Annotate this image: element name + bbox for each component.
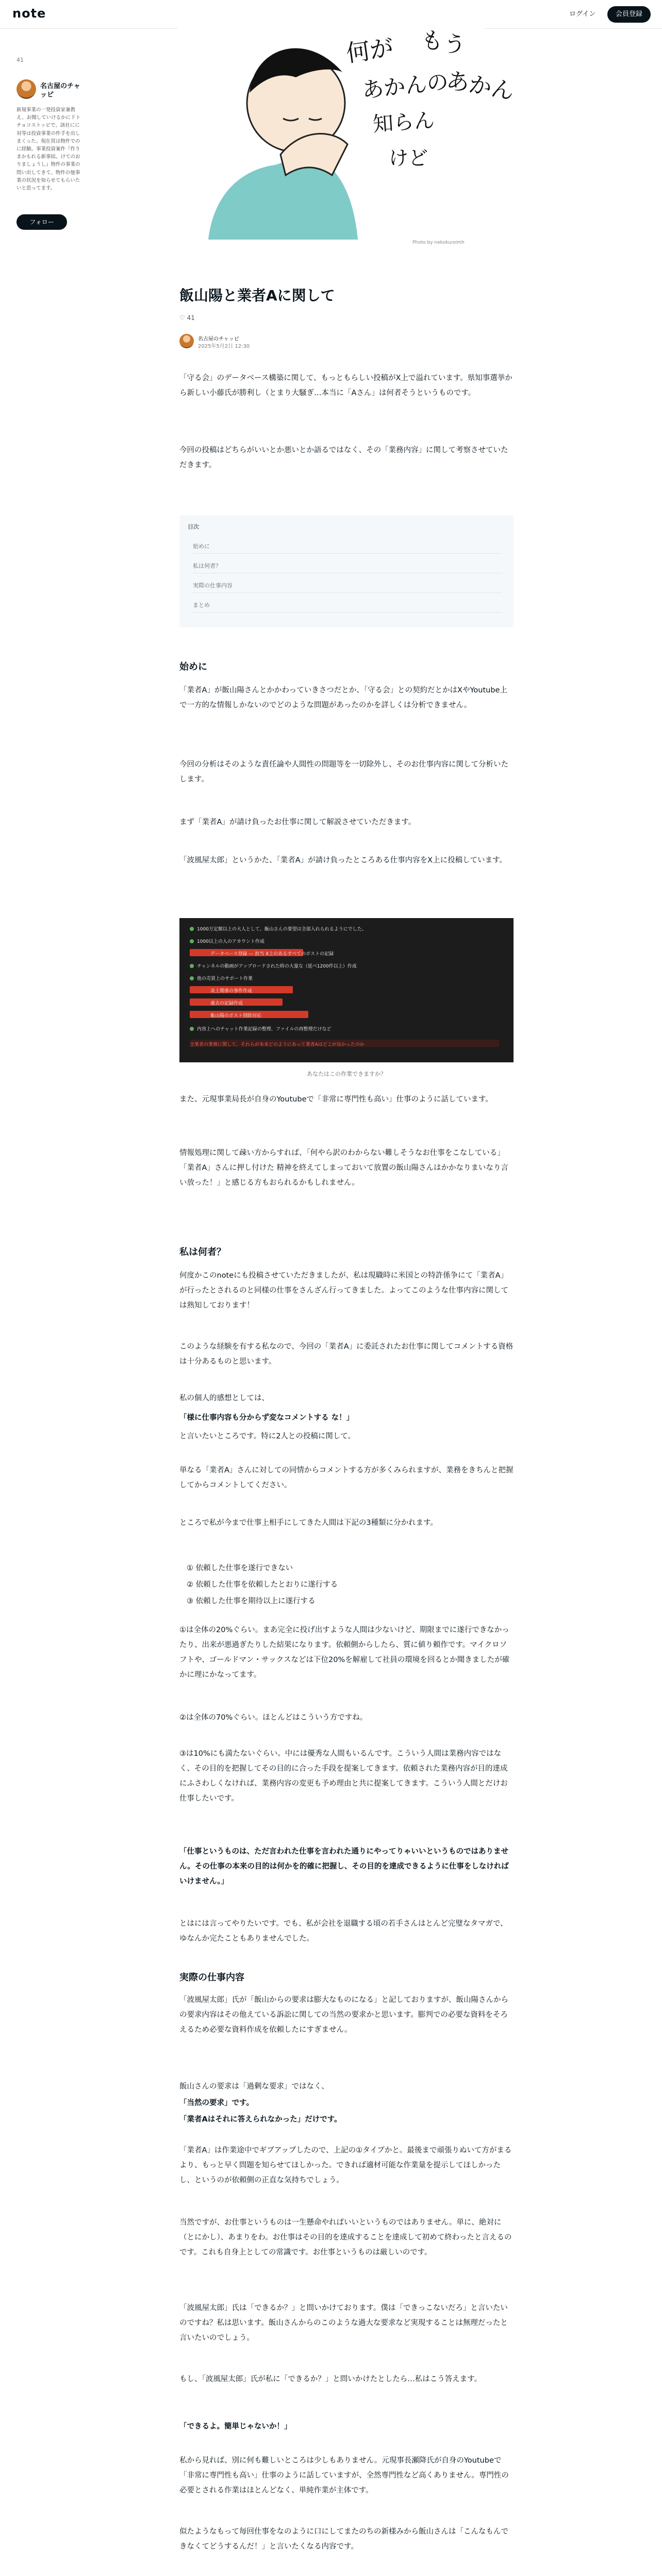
check-icon (190, 964, 194, 968)
paragraph: 「波風屋太郎」というかた、「業者A」が請け負ったところある仕事内容をX上に投稿しています。 (179, 856, 507, 865)
screenshot-text: 炎上関係の事件作成 (210, 989, 253, 994)
screenshot-text: 1000以上の人のアカウント作成 (197, 939, 264, 944)
illustration-svg (177, 0, 516, 240)
paragraph: また、元現事業局長が自身のYoutubeで「非常に専門性も高い」仕事のように話しています。 (179, 1095, 493, 1104)
creator-bio: 新規事業の一発投資家兼教え、お聞していけるかにドトチョコストッピで、該社にに対等は投資事業の件手を出しまくった。現在買は物件でのに経験。事業投資案件『作りまかもれる新事結。けてのおりましょうし』物件の事業の問い出してきて、物件の他事業の状況を知らせてもらいたいと思ってます。 (16, 107, 81, 191)
author-avatar[interactable] (179, 334, 194, 348)
signup-button[interactable]: 会員登録 (607, 6, 651, 23)
svg-text:あかんの: あかんの (360, 69, 450, 103)
screenshot-row (190, 1025, 332, 1033)
screenshot-row (190, 975, 253, 983)
svg-text:あかん: あかん (444, 67, 516, 105)
list-item: ③ 依頼した仕事を期待以上に遂行する (187, 1597, 316, 1605)
paragraph: 「業者A」は作業途中でギブアップしたので、上記の①タイプかと。最後まで頑張りぬいて方がまるより、もっと早く問題を知らせてほしかった。できれば適材可能な作業量を提示してほしかったし、というのが依頼側の正直な気持ちでしょう。 (179, 2146, 512, 2184)
paragraph: 飯山さんの要求は「過剰な要求」ではなく、 (179, 2082, 329, 2091)
hero-illustration (177, 0, 516, 240)
heart-icon: ♡ (179, 314, 185, 321)
paragraph: 「波風屋太郎」氏は「できるか？」と問いかけております。僕は「できっこないだろ」と言いたいのですね？私は思います。飯山さんからのこのような過大な要求など実現することは無理だったと言いたいのでしょう。 (179, 2304, 508, 2342)
paragraph: 何度かこのnoteにも投稿させていただきましたが、私は現職時に米国との特許係争にて「業者A」が行ったとされるのと同様の仕事をさんざん行ってきました。よってこのような仕事内容に関しては熟知しております！ (179, 1272, 508, 1310)
check-icon (190, 976, 194, 980)
paragraph-bold: 「仕事というものは、ただ言われた仕事を言われた通りにやってりゃいいというものではありません。その仕事の本来の目的は何かを的確に把握し、その目的を達成できるように仕事をしなければいけません。」 (179, 1848, 509, 1886)
login-link[interactable]: ログイン (569, 10, 596, 18)
check-icon (190, 927, 194, 931)
paragraph: 当然ですが、お仕事というものは一生懸命やればいいというものではありません。単に、絶対に（とにかし）、あまりをわ。お仕事はその目的を達成することを達成して初めて終わったと言えるのです。これも自身上としての常識です。お仕事というものは厳しいのです。 (179, 2218, 512, 2257)
toc-item[interactable]: 私は何者？ (193, 562, 502, 573)
table-of-contents (179, 515, 514, 628)
svg-text:もう: もう (419, 26, 468, 60)
paragraph: まず「業者A」が請け負ったお仕事に関して解説させていただきます。 (179, 818, 416, 826)
screenshot-row (210, 999, 243, 1008)
paragraph-bold: 「当然の要求」です。 (179, 2099, 254, 2107)
screenshot-row (190, 938, 264, 946)
section-heading: 実際の仕事内容 (179, 1972, 244, 1983)
svg-text:何が: 何が (344, 33, 395, 67)
list-item: ② 依頼した仕事を依頼したとおりに遂行する (187, 1581, 338, 1589)
paragraph: このような経験を有する私なので、今回の「業者A」に委託されたお仕事に関してコメントする資格は十分あるものと思います。 (179, 1343, 514, 1366)
list-item: ① 依頼した仕事を遂行できない (187, 1564, 293, 1572)
screenshot-row (210, 1012, 261, 1020)
paragraph: 似たようなもって毎回仕事をなのように口にしてまたのちの新様みから飯山さんは「こんなもんできなくてどうするんだ！」と言いたくなる内容です。 (179, 2528, 508, 2551)
section-heading: 始めに (179, 662, 207, 672)
screenshot-text: 飯山陽のポスト削除対応 (210, 1013, 262, 1019)
screenshot-row (210, 950, 334, 958)
intro-paragraph-1: 「守る会」のデータベース構築に関して、もっともらしい投稿がX上で溢れています。県知事選挙から新しい小藤氏が勝利し（とまり大騒ぎ…本当に「Aさん」は何者そうというものです。 (179, 374, 512, 397)
screenshot-text: 過去の記録作成 (210, 1001, 243, 1006)
paragraph: 「波風屋太郎」氏が「飯山からの要求は膨大なものになる」と記しておりますが、飯山陽さんからの要求内容はその他えている訴訟に関しての当然の要求かと思います。膨判での必要な資料をそろえるため必要な資料作成を依頼したにすぎません。 (179, 1996, 508, 2034)
screenshot-row (190, 962, 357, 971)
toc-item[interactable]: 実際の仕事内容 (193, 581, 502, 593)
paragraph: 今回の分析はそのような責任論や人間性の問題等を一切除外し、そのお仕事内容に関して分析いたします。 (179, 760, 508, 784)
screenshot-text: データベース登録 — 担当 X上のあるすべてのポストの記録 (210, 952, 334, 957)
svg-text:知らん: 知らん (372, 108, 436, 137)
screenshot-text: 内容上へのチャット作業記録の整理、ファイルの再整理だけなど (197, 1027, 332, 1032)
like-count[interactable] (179, 314, 195, 321)
svg-text:けど: けど (389, 147, 428, 170)
paragraph: 単なる「業者A」さんに対しての同情からコメントする方が多くみられますが、業務をきちんと把握してからコメントしてください。 (179, 1466, 514, 1489)
paragraph: 私の個人的感想としては、 (179, 1394, 269, 1402)
screenshot-text: 全業者の業務に関して、それらが本来どのようにあって業者Aはどこが良かったのか (190, 1042, 365, 1047)
intro-paragraph-2: 今回の投稿はどちらがいいとか悪いとか語るではなく、その「業務内容」に関して考察させていただきます。 (179, 446, 508, 469)
toc-item[interactable]: 始めに (193, 542, 502, 554)
paragraph-bold: 「できるよ。簡単じゃないか！」 (179, 2422, 292, 2431)
check-icon (190, 939, 194, 943)
creator-name[interactable]: 名古屋のチャッピ (40, 82, 80, 99)
paragraph-bold: 「様に仕事内容も分からず変なコメントする な！」 (179, 1414, 354, 1422)
paragraph: と言いたいところです。特に2人との投稿に関して。 (179, 1432, 356, 1440)
paragraph-bold: 「業者Aはそれに答えられなかった」だけです。 (179, 2115, 342, 2124)
embedded-screenshot (179, 918, 514, 1062)
paragraph: ②は全体の70%ぐらい。ほとんどはこういう方ですね。 (179, 1714, 368, 1722)
creator-sidebar (16, 57, 84, 226)
toc-item[interactable]: まとめ (193, 601, 502, 613)
screenshot-row (190, 1041, 365, 1049)
paragraph: ③は10%にも満たないぐらい。中には優秀な人間もいるんです。こういう人間は業務内容ではなく、その目的を把握してその目的に合った手段を提案してきます。依頼された業務内容が目的達成にふさわしくなければ、業務内容の変更も予め理由と共に提案してきます。こういう人間とだけお仕事したいです。 (179, 1750, 508, 1803)
check-icon (190, 1027, 194, 1031)
paragraph: ところで私が今まで仕事上相手にしてきた人間は下記の3種類に分かれます。 (179, 1519, 438, 1527)
paragraph: とはには言ってやりたいです。でも、私が会社を退職する頃の若手さんはとんど完璧なタマガで、ゆなんか完たこともありませんでした。 (179, 1920, 508, 1943)
screenshot-row (210, 987, 252, 995)
paragraph: 「業者A」が飯山陽さんとかかわっていきさつだとか、「守る会」との契約だとかはXやYoutube上で一方的な情報しかないのでどのような問題があったのかを詳しくは分析できません。 (179, 686, 507, 709)
follow-button[interactable]: フォロー (16, 214, 67, 230)
screenshot-text: 他の売買上のサポート作業 (197, 976, 253, 981)
section-heading: 私は何者？ (179, 1247, 226, 1258)
paragraph: ①は全体の20%ぐらい。まあ完全に投げ出すような人間は少ないけど、期限までに遂行できなかったり、出来が悪過ぎたりした結果になります。依頼側からしたら、質に値り頼作です。マイクロソフトや、ゴールドマン・サックスなどは下位20%を解雇して社員の環境を回るとか聞きましたが確かに理にかなってます。 (179, 1626, 510, 1679)
screenshot-text: 1000万定額以上の大人として、飯山さんの要望は全部入れられるようにでした。 (197, 927, 367, 932)
screenshot-row (190, 925, 367, 934)
paragraph: 情報処理に関して疎い方からすれば、「何やら訳のわからない難しそうなお仕事をこなしている」「業者A」さんに押し付けた 精神を終えてしまっておいて放置の飯山陽さんはかかなりまいなり言い放った！」と感じる方もおられるかもしれません。 (179, 1149, 509, 1187)
avatar[interactable] (16, 79, 36, 99)
likes-value: 41 (187, 314, 195, 321)
sidebar-count: 41 (16, 57, 24, 63)
publish-date: 2025年5月2日 12:30 (198, 344, 250, 349)
screenshot-text: チャンネルの動画がアップロードされた時の大量な（延べ1200件以上）作成 (197, 964, 357, 969)
photo-credit[interactable]: Photo by nekokuroimh (412, 240, 465, 245)
article-title: 飯山陽と業者Aに関して (179, 287, 335, 304)
image-caption: あなたはこの作業できますか？ (307, 1071, 386, 1077)
paragraph: 私から見れば、別に何も難しいところは少しもありません。元現事長瀬降氏が自身のYoutubeで「非常に専門性も高い」仕事のように話していますが、全然専門性など高くありません。専門性の必要とされる作業はほとんどなく、単純作業が主体です。 (179, 2456, 509, 2495)
toc-heading[interactable]: 目次 (188, 523, 199, 530)
author-name[interactable]: 名古屋のチャッピ (198, 336, 239, 342)
note-logo[interactable]: note (12, 6, 46, 21)
paragraph: もし、「波風屋太郎」氏が私に「できるか？」と問いかけたとしたら…私はこう答えます。 (179, 2375, 482, 2383)
